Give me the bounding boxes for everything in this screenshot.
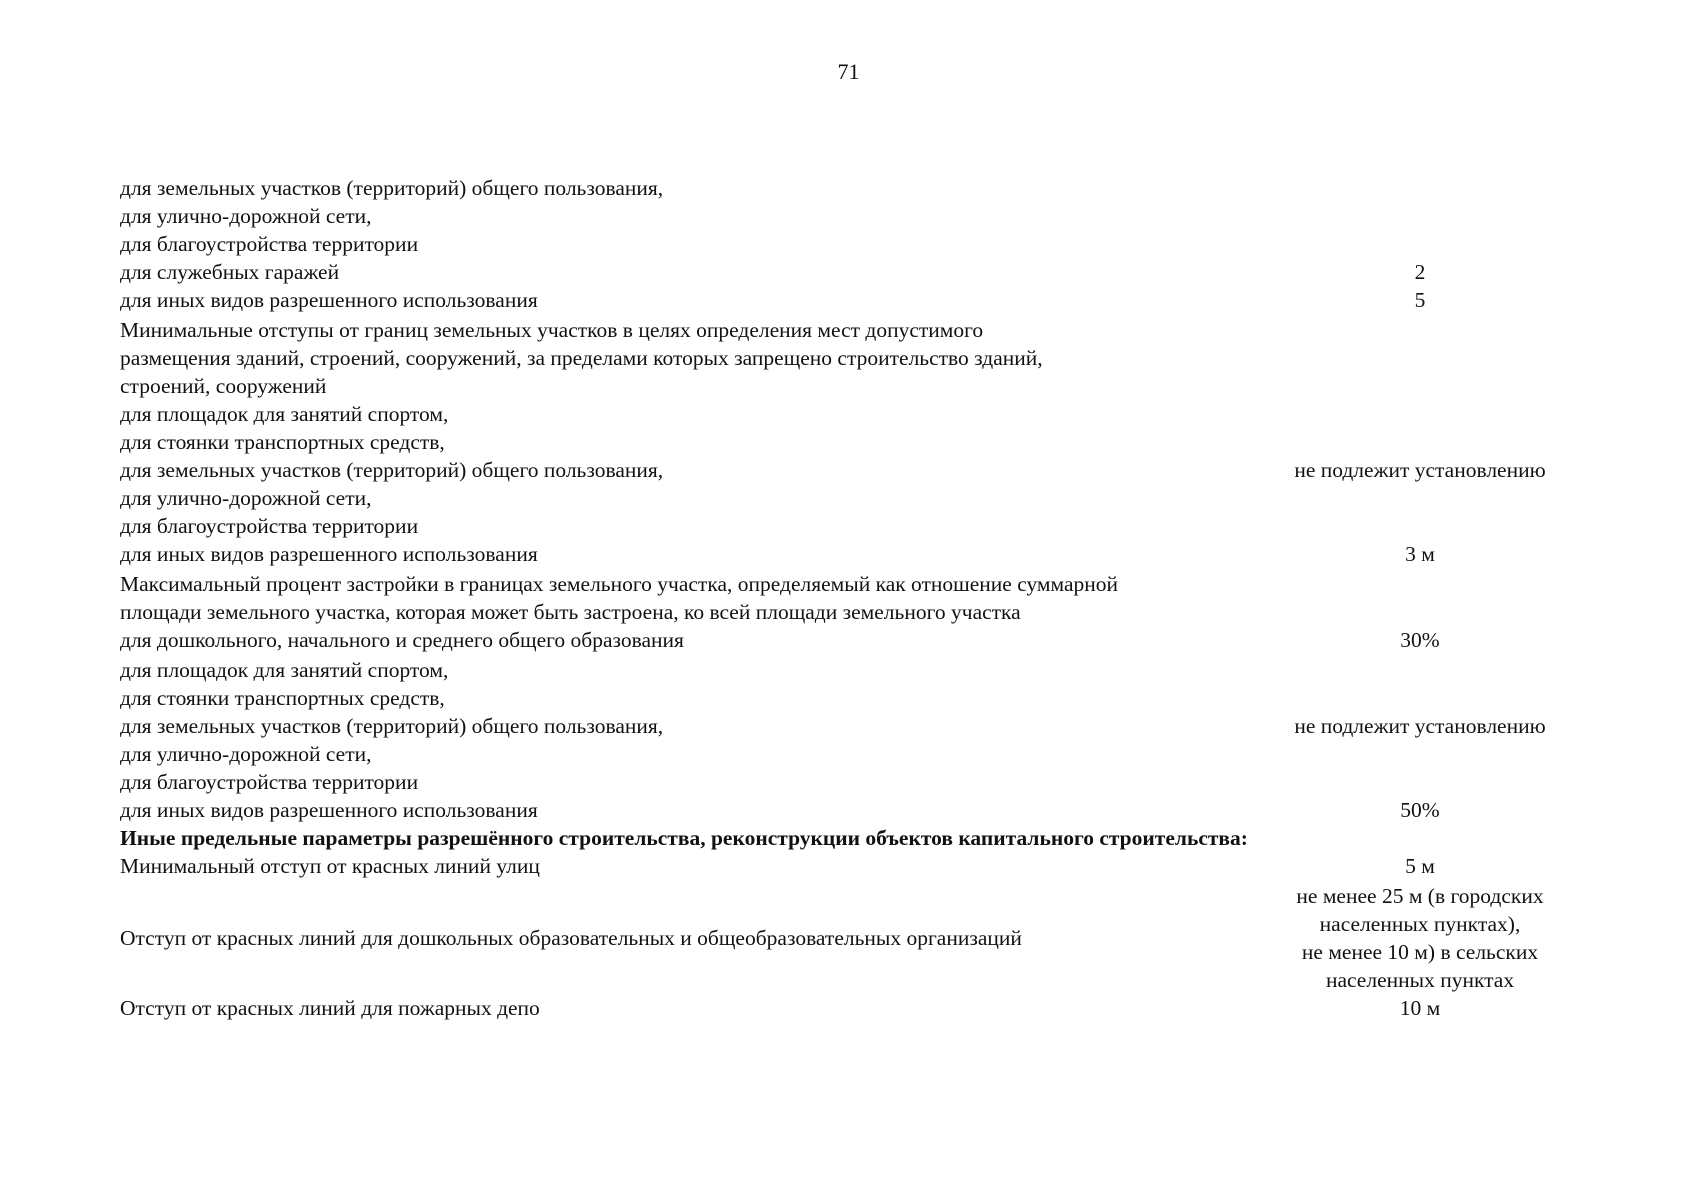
table-row xyxy=(120,484,1570,512)
row-label: Отступ от красных линий для дошкольных образовательных и общеобразовательных организаций xyxy=(120,926,1022,950)
table-row xyxy=(120,230,1570,258)
row-label: для стоянки транспортных средств, xyxy=(120,686,445,710)
table-row xyxy=(120,994,1570,1022)
row-label: для улично-дорожной сети, xyxy=(120,742,372,766)
row-label: для земельных участков (территорий) общего пользования, xyxy=(120,714,664,738)
table-row xyxy=(120,372,1570,400)
table-row xyxy=(120,174,1570,202)
table-row xyxy=(120,882,1570,994)
row-label: для иных видов разрешенного использования xyxy=(120,798,538,822)
row-label: для служебных гаражей xyxy=(120,260,340,284)
row-label: для дошкольного, начального и среднего общего образования xyxy=(120,628,684,652)
row-value: не подлежит установлению xyxy=(1294,458,1546,482)
table-row xyxy=(120,598,1570,626)
table-row xyxy=(120,202,1570,230)
row-label: для площадок для занятий спортом, xyxy=(120,402,449,426)
table-row xyxy=(120,344,1570,372)
table-row xyxy=(120,512,1570,540)
table-row xyxy=(120,258,1570,286)
table-row xyxy=(120,316,1570,344)
row-label: для улично-дорожной сети, xyxy=(120,486,372,510)
table-row xyxy=(120,400,1570,428)
row-value: 2 xyxy=(1414,260,1426,284)
row-label: для благоустройства территории xyxy=(120,514,419,538)
row-value: не подлежит установлению xyxy=(1294,714,1546,738)
table-row xyxy=(120,428,1570,456)
row-label: Минимальные отступы от границ земельных участков в целях определения мест допустимого xyxy=(120,318,984,342)
row-value: 5 м xyxy=(1405,854,1435,878)
section-heading-row xyxy=(120,824,1570,852)
row-label: Минимальный отступ от красных линий улиц xyxy=(120,854,540,878)
row-label: для стоянки транспортных средств, xyxy=(120,430,445,454)
table-row xyxy=(120,286,1570,314)
table-row xyxy=(120,656,1570,684)
table-row xyxy=(120,796,1570,824)
row-value: 3 м xyxy=(1405,542,1435,566)
row-value: 5 xyxy=(1414,288,1426,312)
row-label: для благоустройства территории xyxy=(120,232,419,256)
row-label: строений, сооружений xyxy=(120,374,327,398)
row-value: 50% xyxy=(1400,798,1440,822)
row-value-line: не менее 10 м) в сельских xyxy=(1301,940,1539,964)
table-row xyxy=(120,852,1570,880)
row-value: 30% xyxy=(1400,628,1440,652)
table-row xyxy=(120,684,1570,712)
parameters-table xyxy=(120,174,1570,1022)
table-row xyxy=(120,712,1570,740)
row-label: для земельных участков (территорий) общего пользования, xyxy=(120,458,664,482)
row-value-line: населенных пунктах), xyxy=(1319,912,1521,936)
row-label: площади земельного участка, которая может быть застроена, ко всей площади земельного участка xyxy=(120,600,1021,624)
row-value-multiline xyxy=(1270,882,1570,994)
page-number: 71 xyxy=(837,59,860,84)
table-row xyxy=(120,540,1570,568)
row-label: размещения зданий, строений, сооружений, за пределами которых запрещено строительство зданий, xyxy=(120,346,1043,370)
row-label: для благоустройства территории xyxy=(120,770,419,794)
table-row xyxy=(120,740,1570,768)
table-row xyxy=(120,626,1570,654)
row-label: для улично-дорожной сети, xyxy=(120,204,372,228)
table-row xyxy=(120,456,1570,484)
section-heading: Иные предельные параметры разрешённого строительства, реконструкции объектов капитального строительства: xyxy=(120,826,1248,850)
row-value-line: населенных пунктах xyxy=(1325,968,1515,992)
row-label: Отступ от красных линий для пожарных депо xyxy=(120,996,540,1020)
row-value-line: не менее 25 м (в городских xyxy=(1296,884,1544,908)
row-label: для площадок для занятий спортом, xyxy=(120,658,449,682)
table-row xyxy=(120,768,1570,796)
row-label: для иных видов разрешенного использования xyxy=(120,542,538,566)
row-value: 10 м xyxy=(1399,996,1441,1020)
row-label: для иных видов разрешенного использования xyxy=(120,288,538,312)
table-row xyxy=(120,570,1570,598)
row-label: для земельных участков (территорий) общего пользования, xyxy=(120,176,664,200)
row-label: Максимальный процент застройки в границах земельного участка, определяемый как отношение суммарной xyxy=(120,572,1119,596)
